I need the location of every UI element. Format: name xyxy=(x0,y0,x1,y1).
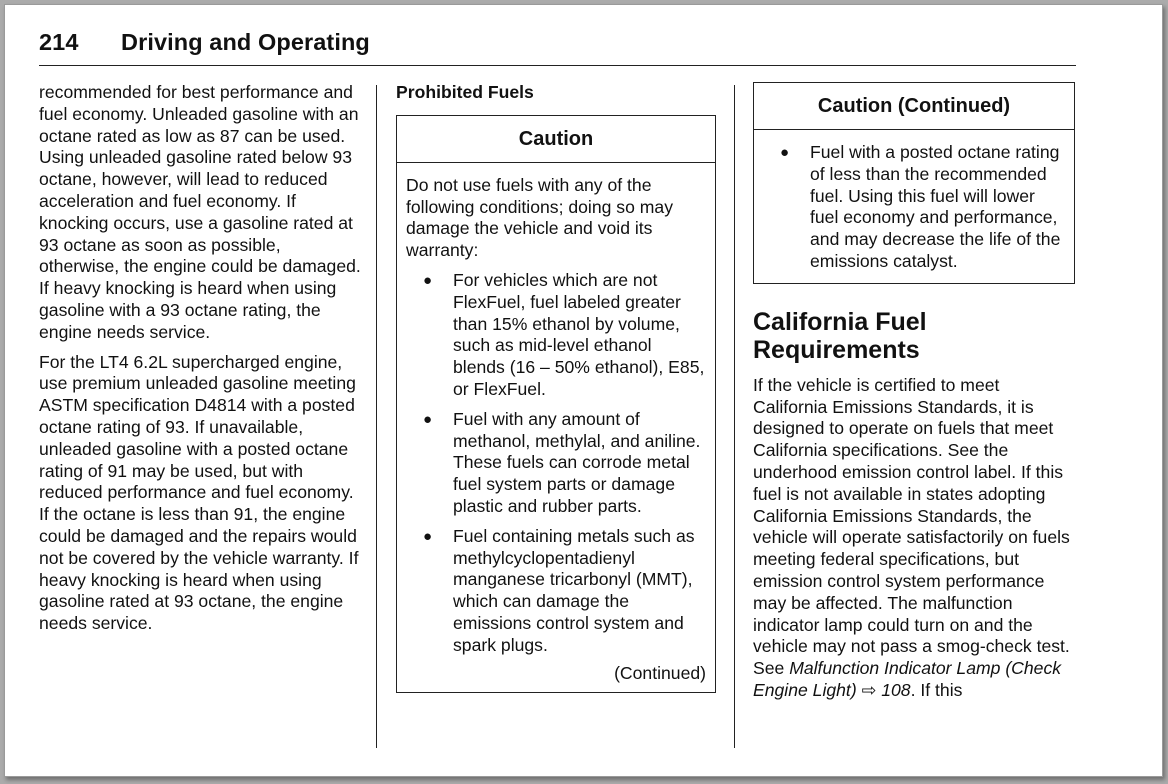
page-number: 214 xyxy=(39,29,79,55)
column-3 xyxy=(753,82,1075,710)
bullet-icon: ● xyxy=(780,144,790,161)
caution-body xyxy=(754,130,1074,283)
caution-list xyxy=(406,270,706,657)
body-paragraph: recommended for best performance and fuel economy. Unleaded gasoline with an octane rated as low as 87 can be used. Using unleaded gasoline rated below 93 octane, however, will lead to reduced acceleration and fuel economy. If knocking occurs, use a gasoline rated at 93 octane as soon as possible, otherwise, the engine could be damaged. If heavy knocking is heard when using gasoline with a 93 octane rating, the engine needs service. xyxy=(39,82,361,342)
body-paragraph: For the LT4 6.2L supercharged engine, use premium unleaded gasoline meeting ASTM specification D4814 with a posted octane rating of 93. If unavailable, unleaded gasoline with a posted octane rating of 91 may be used, but with reduced performance and fuel economy. If the octane is less than 91, the engine could be damaged and the repairs would not be covered by the vehicle warranty. If heavy knocking is heard when using gasoline rated at 93 octane, the engine needs service. xyxy=(39,351,359,634)
list-item: ● Fuel containing metals such as methylcyclopentadienyl manganese tricarbonyl (MMT), which can damage the emissions control system and spark plugs. xyxy=(423,525,695,655)
manual-page xyxy=(4,4,1163,777)
column-divider-right xyxy=(734,85,735,748)
caution-title: Caution xyxy=(397,116,715,163)
body-paragraph: If the vehicle is certified to meet California Emissions Standards, it is designed to operate on fuels that meet California specifications. See the underhood emission control label. If this fuel is not available in states adopting California Emissions Standards, the vehicle will operate satisfactorily on fuels meeting federal specifications, but emission control system performance may be affected. The malfunction indicator lamp could turn on and the vehicle may not pass a smog-check test. See Malfunction Indicator Lamp (Check Engine Light) ⇨ 108. If this xyxy=(753,374,1070,700)
caution-title-continued: Caution (Continued) xyxy=(754,83,1074,130)
column-2 xyxy=(396,82,716,693)
subheading-prohibited-fuels: Prohibited Fuels xyxy=(396,82,534,102)
bullet-icon: ● xyxy=(423,410,433,428)
section-title: Driving and Operating xyxy=(121,29,370,55)
caution-box-continued xyxy=(753,82,1075,284)
page-header xyxy=(39,29,370,56)
caution-intro: Do not use fuels with any of the following conditions; doing so may damage the vehicle and void its warranty: xyxy=(406,174,673,261)
page-reference[interactable]: 108 xyxy=(881,679,911,700)
list-item: ● Fuel with any amount of methanol, methylal, and aniline. These fuels can corrode metal fuel system parts or damage plastic and rubber parts. xyxy=(423,408,701,516)
list-item: ● Fuel with a posted octane rating of less than the recommended fuel. Using this fuel will lower fuel economy and performance, and may decrease the life of the emissions catalyst. xyxy=(780,142,1061,271)
list-item: ● For vehicles which are not FlexFuel, fuel labeled greater than 15% ethanol by volume, such as mid-level ethanol blends (16 – 50% ethanol), E85, or FlexFuel. xyxy=(423,269,705,399)
section-heading-california: California Fuel Requirements xyxy=(753,307,927,364)
cross-reference-link[interactable]: Malfunction Indicator Lamp (Check Engine Light) xyxy=(753,658,1062,700)
continued-label: (Continued) xyxy=(614,662,706,683)
column-divider-left xyxy=(376,85,377,748)
bullet-icon: ● xyxy=(423,527,433,545)
caution-box xyxy=(396,115,716,694)
header-rule xyxy=(39,65,1076,66)
bullet-icon: ● xyxy=(423,271,433,289)
caution-list xyxy=(763,142,1065,273)
column-1 xyxy=(39,82,365,643)
caution-body xyxy=(397,163,715,693)
arrow-icon: ⇨ xyxy=(861,679,877,700)
